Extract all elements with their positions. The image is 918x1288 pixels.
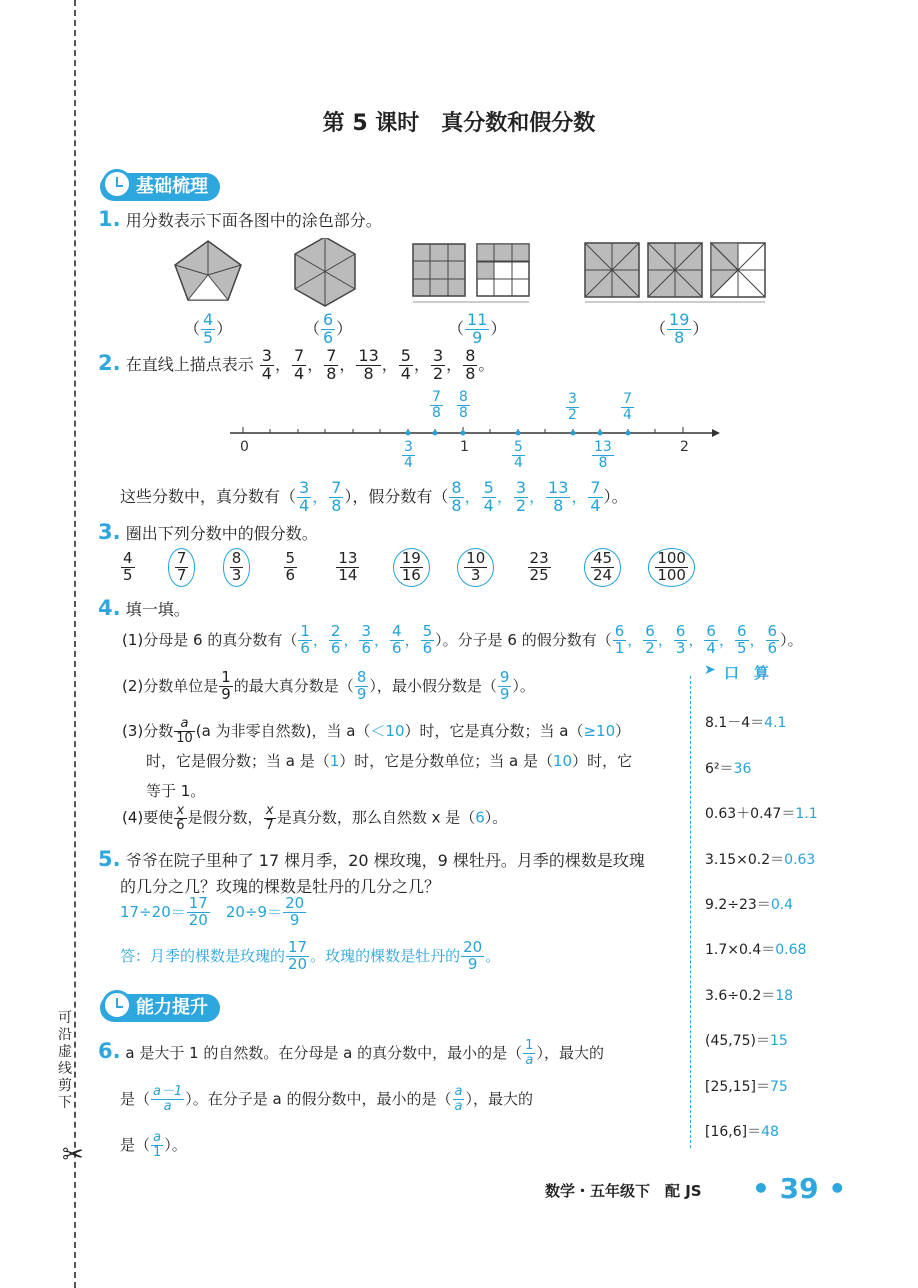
q3-fractions: $\frac{4}{5}$ $\frac{7}{7}$ $\frac{8}{3}$ $\frac{5}{6}$ $\frac{13}{14}$ $\frac{19}{16}$ $\frac{10}{3}$ $\frac{23}{25}$ $\frac{45}{24}$ $\frac{100}{100}$ (115, 548, 695, 587)
nl-label-7-4: $\frac{7}{4}$ (623, 391, 632, 423)
mental-item-2: 0.63＋0.47＝1.1 (705, 806, 818, 822)
q1-answer-1: （ $\frac{4}{5}$ ） (184, 310, 233, 347)
side-note: 可沿虚线剪下 (58, 1010, 72, 1111)
mental-item-9: [16,6]＝48 (705, 1124, 779, 1140)
svg-text:2: 2 (680, 439, 689, 455)
mental-item-1: 6²＝36 (705, 761, 752, 777)
q4-part2: (2)分数单位是 $\frac{1}{9}$ 的最大真分数是（ $\frac{8}{9}$ ），最小假分数是（ $\frac{9}{9}$ ）。 (122, 668, 535, 703)
square-figures (585, 243, 765, 302)
pentagon-figure (175, 241, 241, 300)
q4-part4: (4)要使 $\frac{x}{6}$ 是假分数， $\frac{x}{7}$ 是真分数，那么自然数 x 是（6）。 (122, 803, 508, 833)
mental-header: 口 算 (724, 664, 770, 682)
section-basic (100, 173, 220, 201)
q1-answer-4: （ $\frac{19}{8}$ ） (650, 310, 709, 347)
footer: 数学・五年级下 配 JS (545, 1182, 702, 1200)
svg-text:0: 0 (240, 439, 249, 455)
q4: 4. 填一填。 (98, 596, 190, 620)
page-number: • 39 • (752, 1172, 847, 1205)
q3: 3. 圈出下列分数中的假分数。 (98, 520, 318, 544)
mental-item-6: 3.6÷0.2＝18 (705, 988, 794, 1004)
nl-label-8-8: $\frac{8}{8}$ (459, 389, 468, 421)
q2: 2. 在直线上描点表示 $\frac{3}{4}$ ， $\frac{7}{4}$ ， $\frac{7}{8}$ ， $\frac{13}{8}$ ， $\frac{5}{4}$ ， $\frac{3}{2}$ ， $\frac{8}{8}$ 。 (98, 346, 495, 383)
q1-answer-2: （ $\frac{6}{6}$ ） (304, 310, 353, 347)
section-advanced-label: 能力提升 (136, 997, 208, 1018)
clock-icon (102, 169, 132, 199)
clock-icon (102, 990, 132, 1020)
q1-number: 1. (98, 207, 121, 231)
q5-calc: 17÷20＝ $\frac{17}{20}$ 20÷9＝ $\frac{20}{9}$ (120, 894, 305, 929)
scissors-icon: ✂ (62, 1140, 84, 1170)
q6: 6. a 是大于 1 的自然数。在分母是 a 的真分数中，最小的是（ $\frac{1}{a}$ ），最大的 是（ $\frac{a-1}{a}$ ）。在分子是 a 的假分数中，最小的是（ $\frac{a}{a}$ ），最大的 是（ $\frac{a}{1}$ ）。 (98, 1038, 604, 1160)
nl-label-13-8: $\frac{13}{8}$ (594, 439, 612, 471)
mental-item-5: 1.7×0.4＝0.68 (705, 942, 807, 958)
mental-item-7: (45,75)＝15 (705, 1033, 788, 1049)
q5: 5. 爷爷在院子里种了 17 棵月季，20 棵玫瑰，9 棵牡丹。月季的棵数是玫瑰 的几分之几？玫瑰的棵数是牡丹的几分之几？ (98, 847, 645, 896)
mental-item-3: 3.15×0.2＝0.63 (705, 852, 816, 868)
mental-box (690, 676, 691, 1148)
q1-answer-3: （ $\frac{11}{9}$ ） (448, 310, 507, 347)
section-advanced (100, 994, 220, 1022)
nl-label-7-8: $\frac{7}{8}$ (432, 389, 441, 421)
page-title: 第 5 课时 真分数和假分数 (322, 111, 596, 136)
nl-label-3-4: $\frac{3}{4}$ (404, 439, 413, 471)
section-basic-label: 基础梳理 (136, 176, 208, 197)
mental-item-8: [25,15]＝75 (705, 1079, 788, 1095)
q1 (98, 207, 382, 231)
nl-label-5-4: $\frac{5}{4}$ (514, 439, 523, 471)
q5-answer: 答：月季的棵数是玫瑰的 $\frac{17}{20}$ 。玫瑰的棵数是牡丹的 $\frac{20}{9}$ 。 (120, 938, 501, 973)
cut-line (74, 0, 76, 1288)
mental-item-0: 8.1－4＝4.1 (705, 715, 787, 731)
nl-label-3-2: $\frac{3}{2}$ (568, 391, 577, 423)
mental-item-4: 9.2÷23＝0.4 (705, 897, 794, 913)
grid-figures (413, 244, 529, 302)
q4-part3: (3)分数 $\frac{a}{10}$ (a 为非零自然数)，当 a（＜10）时，它是真分数；当 a（≥10） 时，它是假分数；当 a 是（1）时，它是分数单位；当 a 是（10）时，它 等于 1。 (122, 716, 633, 800)
mental-arrow-icon: ➤ (704, 662, 716, 678)
number-line (225, 385, 720, 480)
q2-summary: 这些分数中，真分数有（ $\frac{3}{4}$ ， $\frac{7}{8}$ ），假分数有（ $\frac{8}{8}$ ， $\frac{5}{4}$ ， $\frac{3}{2}$ ， $\frac{13}{8}$ ， $\frac{7}{4}$ ）。 (120, 478, 628, 515)
q4-part1: (1)分母是 6 的真分数有（ $\frac{1}{6}$ ， $\frac{2}{6}$ ， $\frac{3}{6}$ ， $\frac{4}{6}$ ， $\frac{5}{6}$ ）。分子是 6 的假分数有（ $\frac{6}{1}$ ， $\frac{6}{2}$ ， $\frac{6}{3}$ ， $\frac{6}{4}$ ， $\frac{6}{5}$ ， $\frac{6}{6}$ ）。 (122, 622, 803, 657)
hexagon-figure (295, 238, 355, 306)
q1-text: 用分数表示下面各图中的涂色部分。 (125, 211, 382, 230)
q1-figures (170, 238, 780, 308)
svg-text:1: 1 (460, 439, 469, 455)
